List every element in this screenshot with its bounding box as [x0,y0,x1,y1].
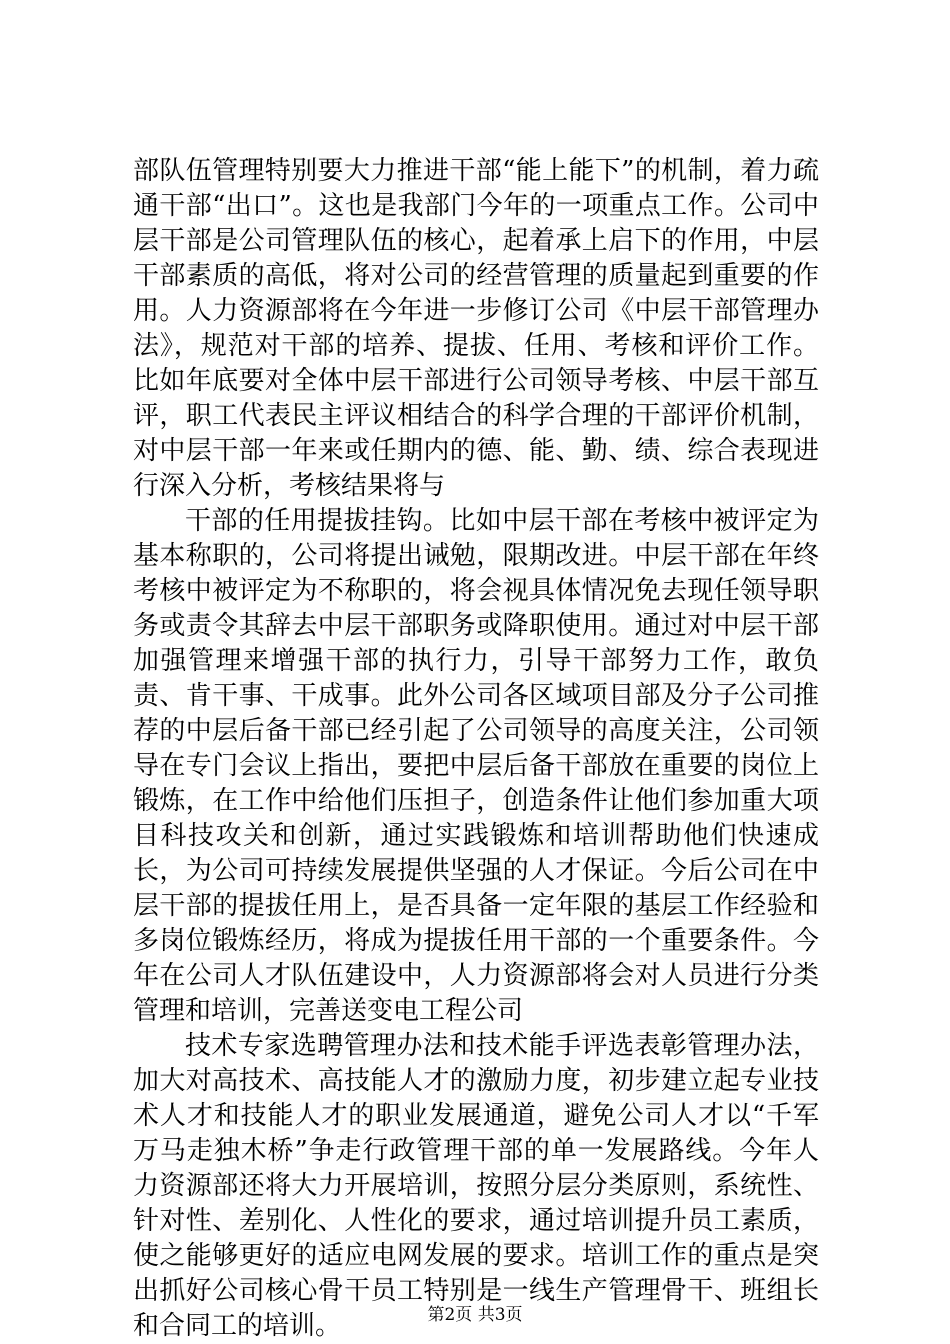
page-footer: 第2页 共3页 [427,1305,523,1325]
paragraph-2: 干部的任用提拔挂钩。比如中层干部在考核中被评定为基本称职的，公司将提出诫勉，限期改进。中层干部在年终考核中被评定为不称职的，将会视具体情况免去现任领导职务或责令其辞去中层干部职务或降职使用。通过对中层干部加强管理来增强干部的执行力，引导干部努力工作，敢负责、肯干事、干成事。此外公司各区域项目部及分子公司推荐的中层后备干部已经引起了公司领导的高度关注，公司领导在专门会议上指出，要把中层后备干部放在重要的岗位上锻炼，在工作中给他们压担子，创造条件让他们参加重大项目科技攻关和创新，通过实践锻炼和培训帮助他们快速成长，为公司可持续发展提供坚强的人才保证。今后公司在中层干部的提拔任用上，是否具备一定年限的基层工作经验和多岗位锻炼经历，将成为提拔任用干部的一个重要条件。今年在公司人才队伍建设中，人力资源部将会对人员进行分类管理和培训，完善送变电工程公司 [133,506,819,1026]
paragraph-1: 部队伍管理特别要大力推进干部“能上能下”的机制，着力疏通干部“出口”。这也是我部门今年的一项重点工作。公司中层干部是公司管理队伍的核心，起着承上启下的作用，中层干部素质的高低，将对公司的经营管理的质量起到重要的作用。人力资源部将在今年进一步修订公司《中层干部管理办法》，规范对干部的培养、提拔、任用、考核和评价工作。比如年底要对全体中层干部进行公司领导考核、中层干部互评，职工代表民主评议相结合的科学合理的干部评价机制，对中层干部一年来或任期内的德、能、勤、绩、综合表现进行深入分析，考核结果将与 [133,156,819,501]
document-body [133,154,819,1344]
paragraph-3: 技术专家选聘管理办法和技术能手评选表彰管理办法，加大对高技术、高技能人才的激励力度，初步建立起专业技术人才和技能人才的职业发展通道，避免公司人才以“千军万马走独木桥”争走行政管理干部的单一发展路线。今年人力资源部还将大力开展培训，按照分层分类原则，系统性、针对性、差别化、人性化的要求，通过培训提升员工素质，使之能够更好的适应电网发展的要求。培训工作的重点是突出抓好公司核心骨干员工特别是一线生产管理骨干、班组长和合同工的培训。 [133,1031,819,1341]
